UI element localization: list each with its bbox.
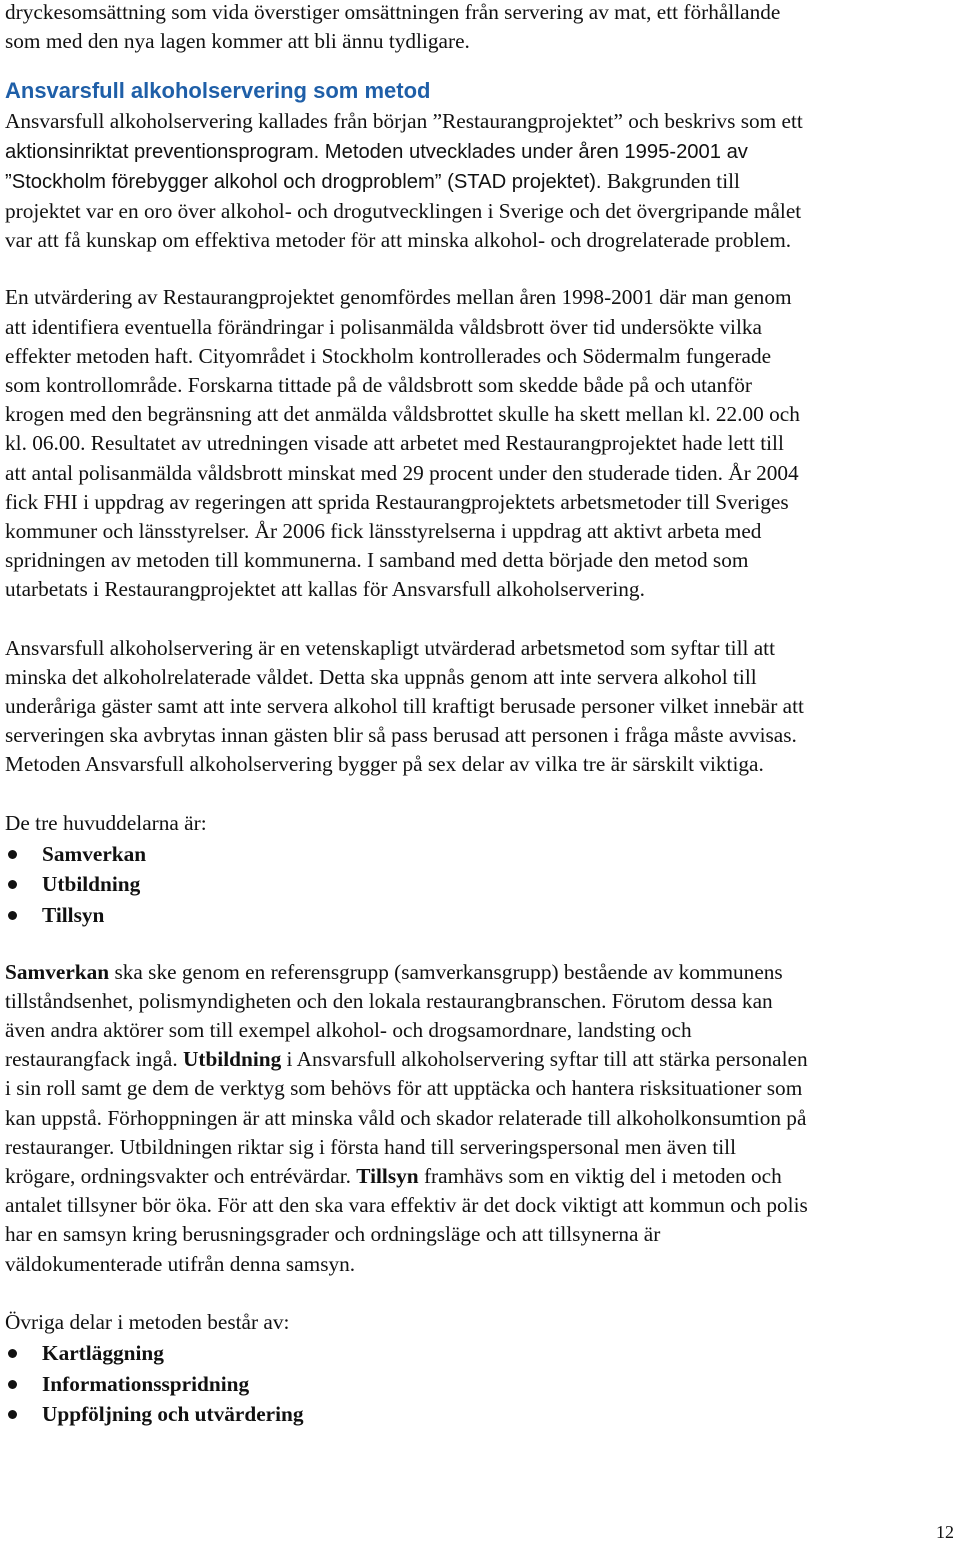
text-line: att identifiera eventuella förändringar i polisanmälda våldsbrott över tid undersökte vilka (5, 314, 762, 339)
text-line: krogen med den begränsning att det anmälda våldsbrottet skulle ha skett mellan kl. 22.00 och (5, 402, 800, 427)
text-line: tillståndsenhet, polismyndigheten och den lokala restaurangbranschen. Förutom dessa kan (5, 988, 773, 1013)
text-run: aktionsinriktat preventionsprogram. (5, 140, 320, 163)
text-line: underåriga gäster samt att inte servera alkohol till kraftigt berusade personer vilket innebär att (5, 694, 804, 719)
text-line: som med den nya lagen kommer att bli ännu tydligare. (5, 29, 470, 54)
document-page (5, 0, 957, 1430)
text-line: kan uppstå. Förhoppningen är att minska våld och skador relaterade till alkoholkonsumtion på (5, 1105, 807, 1130)
text-line (5, 137, 957, 167)
text-line: Ansvarsfull alkoholservering är en vetenskapligt utvärderad arbetsmetod som syftar till att (5, 635, 776, 660)
text-line: väldokumenterade utifrån denna samsyn. (5, 1251, 356, 1276)
text-line: att antal polisanmälda våldsbrott minskat med 29 procent under den studerade tiden. År 2004 (5, 460, 799, 485)
bullet-icon (8, 1349, 17, 1358)
text-run: krögare, ordningsvakter och entrévärdar. (5, 1164, 357, 1189)
text-line: har en samsyn kring berusningsgrader och ordningsläge och att tillsynerna är (5, 1222, 661, 1247)
text-line: var att få kunskap om effektiva metoder för att minska alkohol- och drogrelaterade problem. (5, 228, 792, 253)
list-item-label: Utbildning (42, 872, 141, 897)
other-parts-intro (5, 1308, 957, 1337)
text-line: kl. 06.00. Resultatet av utredningen visade att arbetet med Restaurangprojektet hade lett till (5, 431, 784, 456)
list-item (5, 900, 957, 931)
bullet-icon (8, 880, 17, 889)
text-run: framhävs som en viktig del i metoden och (418, 1164, 782, 1189)
text-line: dryckesomsättning som vida överstiger omsättningen från servering av mat, ett förhållande (5, 0, 781, 24)
text-run: Ansvarsfull alkoholservering kallades från början ”Restaurangprojektet” och beskrivs som ett (5, 109, 803, 134)
text-run: Bakgrunden till (601, 168, 740, 193)
text-line: minska det alkoholrelaterade våldet. Detta ska uppnås genom att inte servera alkohol till (5, 664, 757, 689)
text-line: fick FHI i uppdrag av regeringen att sprida Restaurangprojektets arbetsmetoder till Sveriges (5, 489, 789, 514)
paragraph-method-background (5, 107, 957, 255)
list-item-label: Informationsspridning (42, 1371, 250, 1396)
list-item (5, 1369, 957, 1400)
text-line: Metoden Ansvarsfull alkoholservering bygger på sex delar av vilka tre är särskilt viktiga. (5, 752, 764, 777)
text-line: i sin roll samt ge dem de verktyg som behövs för att upptäcka och hantera risksituationer som (5, 1076, 803, 1101)
main-parts-intro (5, 809, 957, 838)
text-line: serveringen ska avbrytas innan gästen blir så pass berusad att personen i fråga måste avvisas. (5, 723, 797, 748)
section-heading: Ansvarsfull alkoholservering som metod (5, 78, 431, 104)
text-line: Övriga delar i metoden består av: (5, 1309, 290, 1334)
text-line: kommuner och länsstyrelser. År 2006 fick länsstyrelserna i uppdrag att aktivt arbeta med (5, 519, 762, 544)
page-number: 12 (936, 1522, 954, 1542)
list-item (5, 1399, 957, 1430)
text-run: ska ske genom en referensgrupp (samverkansgrupp) bestående av kommunens (109, 959, 783, 984)
bullet-icon (8, 1410, 17, 1419)
list-item (5, 869, 957, 900)
text-line: effekter metoden haft. Cityområdet i Stockholm kontrollerades och Södermalm fungerade (5, 343, 772, 368)
bullet-icon (8, 911, 17, 920)
paragraph-evaluation (5, 283, 957, 604)
text-line: restauranger. Utbildningen riktar sig i första hand till serveringspersonal men även till (5, 1134, 736, 1159)
list-item (5, 1338, 957, 1369)
text-line (5, 1162, 957, 1191)
text-line: En utvärdering av Restaurangprojektet genomfördes mellan åren 1998-2001 där man genom (5, 285, 792, 310)
text-run: i Ansvarsfull alkoholservering syftar till att stärka personalen (281, 1047, 808, 1072)
bullet-icon (8, 850, 17, 859)
bullet-icon (8, 1380, 17, 1389)
text-line: antalet tillsyner bör öka. För att den ska vara effektiv är det dock viktigt att kommun och polis (5, 1193, 808, 1218)
text-run: Metoden utvecklades under åren 1995-2001 av (319, 140, 748, 163)
paragraph-parts-description (5, 958, 957, 1279)
list-item-label: Samverkan (42, 841, 147, 866)
text-line: även andra aktörer som till exempel alkohol- och drogsamordnare, landsting och (5, 1018, 692, 1043)
main-parts-list (5, 839, 957, 931)
text-line (5, 167, 957, 197)
text-line: projektet var en oro över alkohol- och drogutvecklingen i Sverige och det övergripande målet (5, 199, 802, 224)
bold-term: Samverkan (5, 959, 110, 984)
text-line (5, 1045, 957, 1074)
other-parts-list (5, 1338, 957, 1430)
intro-paragraph (5, 0, 957, 56)
text-line: De tre huvuddelarna är: (5, 810, 207, 835)
bold-term: Utbildning (182, 1047, 282, 1072)
list-item-label: Tillsyn (42, 903, 105, 928)
text-line: utarbetats i Restaurangprojektet att kallas för Ansvarsfull alkoholservering. (5, 577, 645, 602)
list-item-label: Uppföljning och utvärdering (42, 1402, 304, 1427)
paragraph-method-description (5, 634, 957, 780)
text-line (5, 958, 957, 987)
bold-term: Tillsyn (356, 1164, 419, 1189)
list-item (5, 839, 957, 870)
list-item-label: Kartläggning (42, 1341, 164, 1366)
text-line (5, 107, 957, 136)
text-run: ”Stockholm förebygger alkohol och drogproblem” (STAD projektet). (5, 170, 602, 193)
text-line: som kontrollområde. Forskarna tittade på de våldsbrott som skedde både på och utanför (5, 373, 752, 398)
text-run: restaurangfack ingå. (5, 1047, 183, 1072)
text-line: spridningen av metoden till kommunerna. I samband med detta började den metod som (5, 548, 749, 573)
